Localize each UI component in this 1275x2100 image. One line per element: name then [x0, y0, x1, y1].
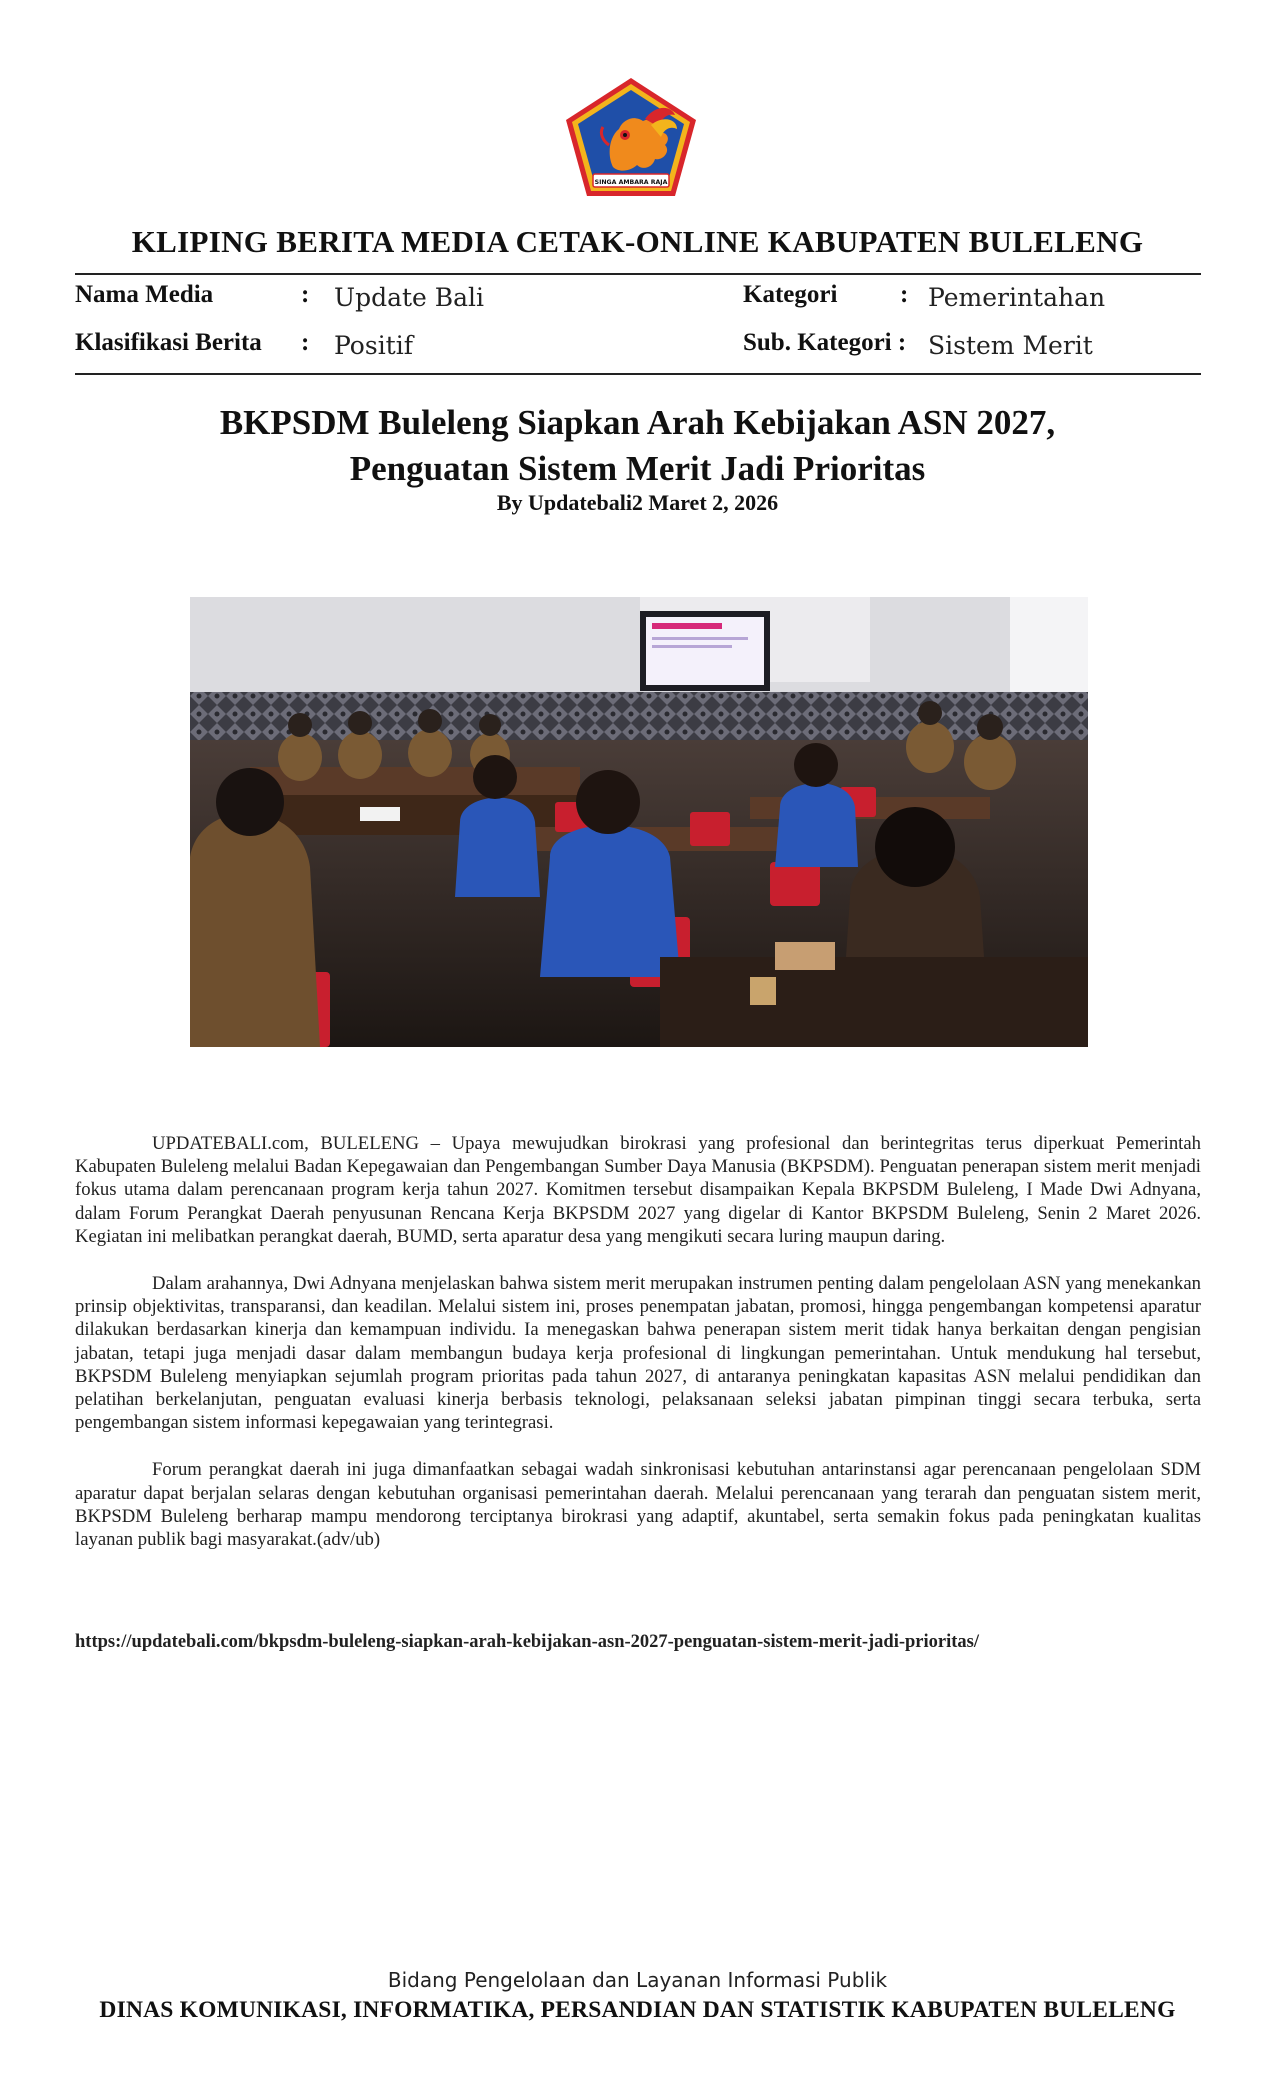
article-byline: By Updatebali2 Maret 2, 2026: [496, 490, 779, 515]
article-paragraph: Forum perangkat daerah ini juga dimanfaatkan sebagai wadah sinkronisasi kebutuhan antarinstansi agar perencanaan pengelolaan SDM aparatur dapat berjalan selaras dengan kebutuhan organisasi pemerintahan daerah. Melalui perencanaan yang terarah dan penguatan sistem merit, BKPSDM Buleleng berharap mampu mendorong terciptanya birokrasi yang adaptif, akuntabel, serta semakin fokus pada peningkatan kualitas layanan publik bagi masyarakat.(adv/ub): [75, 1459, 1201, 1551]
subcategory-label: [743, 329, 906, 357]
category-label: Kategori: [743, 281, 838, 308]
meta-subcategory: [743, 329, 1203, 365]
meta-classification: [75, 329, 595, 365]
headline-line-1: BKPSDM Buleleng Siapkan Arah Kebijakan ASN 2027,: [219, 403, 1056, 442]
classification-value: Positif: [334, 331, 413, 360]
article-paragraph: Dalam arahannya, Dwi Adnyana menjelaskan bahwa sistem merit merupakan instrumen penting dalam pengelolaan ASN yang menekankan prinsip objektivitas, transparansi, dan keadilan. Melalui sistem ini, proses penempatan jabatan, promosi, hingga pengembangan kompetensi aparatur dilakukan berdasarkan kinerja dan kemampuan individu. Ia menegaskan bahwa penerapan sistem merit tidak hanya berkaitan dengan pengisian jabatan, tetapi juga menjadi dasar dalam membangun budaya kerja profesional di lingkungan pemerintahan. Untuk mendukung hal tersebut, BKPSDM Buleleng menyiapkan sejumlah program prioritas pada tahun 2027, di antaranya peningkatan kapasitas ASN melalui pendidikan dan pelatihan berkelanjutan, penguatan evaluasi kinerja berbasis teknologi, pelaksanaan seleksi jabatan pimpinan tinggi secara terbuka, serta pengembangan sistem informasi kepegawaian yang terintegrasi.: [75, 1273, 1201, 1434]
media-value: Update Bali: [334, 283, 485, 312]
footer-subtitle: Bidang Pengelolaan dan Layanan Informasi Publik: [387, 1968, 888, 1992]
article-paragraph: UPDATEBALI.com, BULELENG – Upaya mewujudkan birokrasi yang profesional dan berintegritas terus diperkuat Pemerintah Kabupaten Buleleng melalui Badan Kepegawaian dan Pengembangan Sumber Daya Manusia (BKPSDM). Penguatan penerapan sistem merit menjadi fokus utama dalam perencanaan program kerja tahun 2027. Komitmen tersebut disampaikan Kepala BKPSDM Buleleng, I Made Dwi Adnyana, dalam Forum Perangkat Daerah penyusunan Rencana Kerja BKPSDM 2027 yang digelar di Kantor BKPSDM Buleleng, Senin 2 Maret 2026. Kegiatan ini melibatkan perangkat daerah, BUMD, serta aparatur desa yang mengikuti secara luring maupun daring.: [75, 1133, 1201, 1247]
meta-category: [743, 281, 1203, 317]
article-photo: [190, 597, 1088, 1047]
category-value: Pemerintahan: [928, 283, 1106, 312]
kabupaten-buleleng-logo: [563, 75, 699, 199]
document-title: KLIPING BERITA MEDIA CETAK-ONLINE KABUPATEN BULELENG: [131, 224, 1144, 259]
footer-agency: DINAS KOMUNIKASI, INFORMATIKA, PERSANDIAN DAN STATISTIK KABUPATEN BULELENG: [99, 1997, 1176, 2023]
subcategory-value: Sistem Merit: [928, 331, 1093, 360]
media-label: Nama Media: [75, 281, 214, 308]
divider: [75, 373, 1201, 375]
source-url-link[interactable]: https://updatebali.com/bkpsdm-buleleng-siapkan-arah-kebijakan-asn-2027-penguatan-sistem-merit-jadi-prioritas/: [75, 1632, 980, 1652]
classification-label: Klasifikasi Berita: [75, 329, 262, 356]
colon: :: [900, 281, 909, 308]
colon: :: [301, 281, 310, 308]
colon: :: [301, 329, 310, 356]
colon: :: [897, 329, 907, 356]
article-headline: [80, 400, 1195, 492]
subcategory-label-text: Sub. Kategori: [743, 329, 892, 356]
article-body: [75, 1132, 1201, 1575]
headline-line-2: Penguatan Sistem Merit Jadi Prioritas: [349, 449, 926, 488]
divider: [75, 273, 1201, 275]
logo-motto: SINGA AMBARA RAJA: [594, 179, 668, 186]
meta-media: [75, 281, 595, 317]
